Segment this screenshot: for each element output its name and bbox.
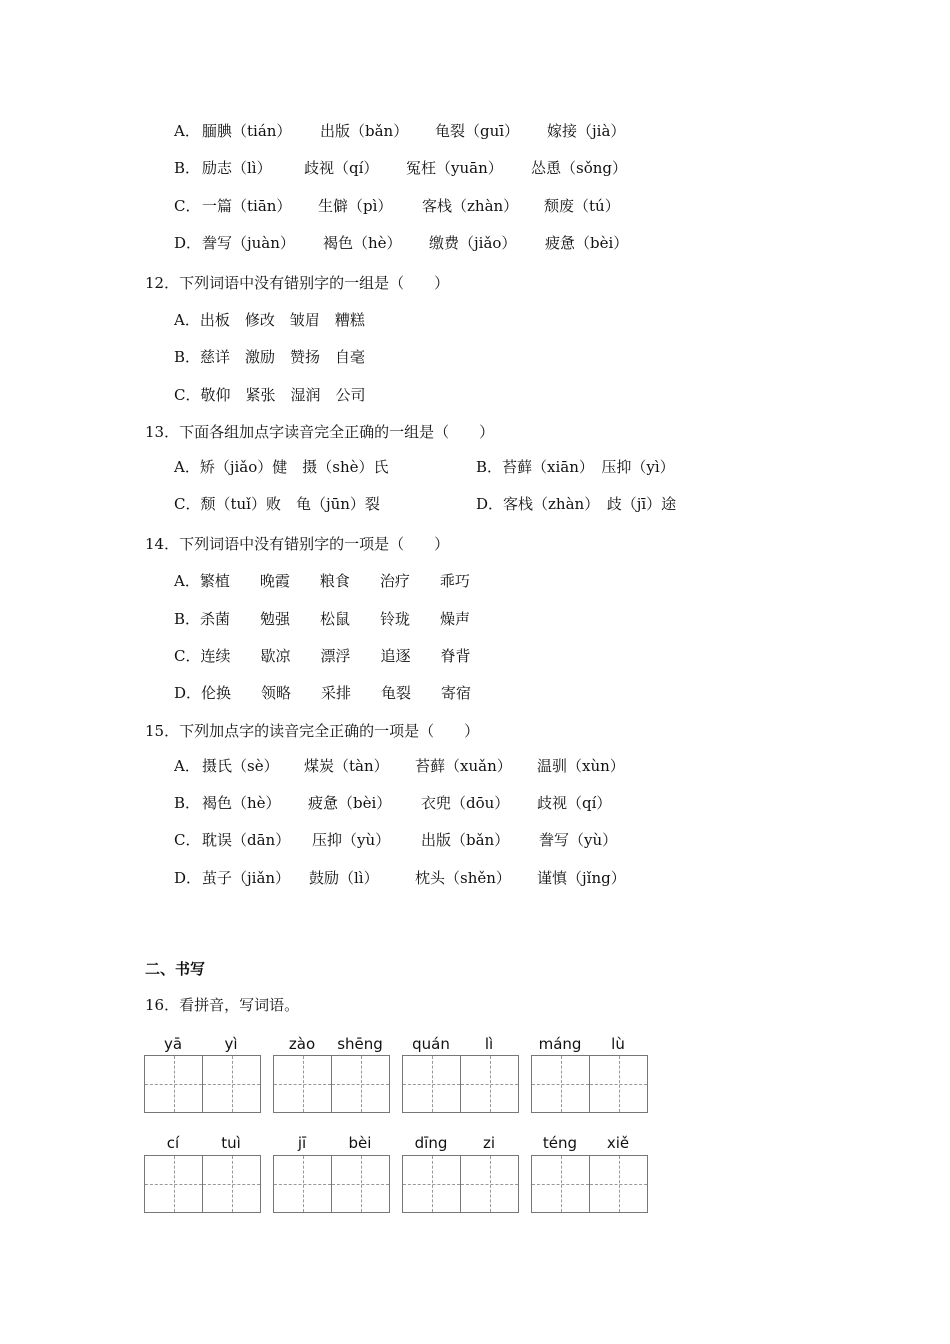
option-word: 褐色（hè） [202, 794, 281, 812]
option-word: 誊写（yù） [539, 831, 618, 849]
option-word: 怂恿（sǒng） [531, 159, 627, 177]
writing-cell[interactable] [461, 1156, 518, 1212]
pinyin-label: lù [611, 1035, 625, 1053]
option-word: 煤炭（tàn） [304, 757, 389, 775]
option-word: 歧视（qí） [304, 159, 379, 177]
q13-stem: 13．下面各组加点字读音完全正确的一组是（ ） [145, 423, 495, 441]
option-word: 耽误（dān） [202, 831, 291, 849]
writing-cell[interactable] [403, 1156, 461, 1212]
q16-stem: 16．看拼音，写词语。 [145, 996, 300, 1014]
option-word: 颓废（tú） [544, 197, 620, 215]
writing-cell[interactable] [590, 1056, 647, 1112]
q15-stem: 15．下列加点字的读音完全正确的一项是（ ） [145, 722, 480, 740]
writing-cell[interactable] [203, 1056, 260, 1112]
option-label: C． [174, 831, 201, 849]
writing-cell[interactable] [145, 1056, 203, 1112]
pinyin-label: xiě [606, 1134, 630, 1152]
option-word: 摄氏（sè） [202, 757, 279, 775]
option-label: A． [174, 757, 200, 775]
q13-option-a[interactable]: A．矫（jiǎo）健 摄（shè）氏 [174, 458, 389, 476]
pinyin-label: téng [542, 1134, 578, 1152]
writing-cell[interactable] [532, 1156, 590, 1212]
q14-option-a[interactable]: A．繁植 晚霞 粮食 治疗 乖巧 [174, 572, 470, 590]
pinyin-label: tuì [221, 1134, 241, 1152]
option-word: 出版（bǎn） [320, 122, 409, 140]
writing-cell[interactable] [145, 1156, 203, 1212]
writing-grid[interactable] [273, 1055, 390, 1113]
q14-option-c[interactable]: C．连续 歇凉 漂浮 追逐 脊背 [174, 647, 471, 665]
option-word: 苔藓（xuǎn） [415, 757, 512, 775]
option-word: 一篇（tiān） [202, 197, 292, 215]
option-word: 冤枉（yuān） [406, 159, 503, 177]
option-label: B． [174, 794, 201, 812]
option-word: 衣兜（dōu） [421, 794, 510, 812]
writing-cell[interactable] [403, 1056, 461, 1112]
option-word: 压抑（yù） [312, 831, 391, 849]
q14-option-b[interactable]: B．杀菌 勉强 松鼠 铃珑 燥声 [174, 610, 471, 628]
option-word: 鼓励（lì） [309, 869, 379, 887]
pinyin-label: bèi [348, 1134, 372, 1152]
pinyin-label: cí [166, 1134, 180, 1152]
pinyin-label: shēng [337, 1035, 383, 1053]
q12-option-c[interactable]: C．敬仰 紧张 湿润 公司 [174, 386, 366, 404]
option-word: 出版（bǎn） [421, 831, 510, 849]
option-label: D． [174, 869, 202, 887]
pinyin-label: zào [288, 1035, 316, 1053]
section-title: 二、书写 [145, 960, 206, 978]
writing-grid[interactable] [402, 1155, 519, 1213]
writing-cell[interactable] [332, 1056, 389, 1112]
option-word: 温驯（xùn） [537, 757, 625, 775]
writing-cell[interactable] [332, 1156, 389, 1212]
writing-grid[interactable] [531, 1155, 648, 1213]
option-label: C． [174, 197, 201, 215]
option-word: 励志（lì） [202, 159, 272, 177]
option-word: 歧视（qí） [537, 794, 612, 812]
pinyin-label: máng [538, 1035, 582, 1053]
q12-option-b[interactable]: B．慈详 激励 赞扬 自毫 [174, 348, 366, 366]
pinyin-label: quán [412, 1035, 450, 1053]
writing-cell[interactable] [461, 1056, 518, 1112]
pinyin-label: dīng [414, 1134, 448, 1152]
option-label: B． [174, 159, 201, 177]
q13-option-c[interactable]: C．颓（tuǐ）败 龟（jūn）裂 [174, 495, 380, 513]
option-word: 缴费（jiǎo） [429, 234, 517, 252]
option-word: 褐色（hè） [323, 234, 402, 252]
q14-stem: 14．下列词语中没有错别字的一项是（ ） [145, 535, 450, 553]
writing-cell[interactable] [532, 1056, 590, 1112]
writing-cell[interactable] [274, 1156, 332, 1212]
writing-grid[interactable] [144, 1155, 261, 1213]
option-word: 枕头（shěn） [415, 869, 511, 887]
pinyin-label: yì [224, 1035, 238, 1053]
writing-grid[interactable] [273, 1155, 390, 1213]
option-word: 疲惫（bèi） [545, 234, 629, 252]
q12-option-a[interactable]: A．出板 修改 皱眉 糟糕 [174, 311, 365, 329]
pinyin-label: lì [484, 1035, 494, 1053]
option-label: A． [174, 122, 200, 140]
q12-stem: 12．下列词语中没有错别字的一组是（ ） [145, 274, 450, 292]
q14-option-d[interactable]: D．伦换 领略 采排 龟裂 寄宿 [174, 684, 472, 702]
writing-grid[interactable] [402, 1055, 519, 1113]
option-word: 谨慎（jǐng） [537, 869, 626, 887]
option-label: D． [174, 234, 202, 252]
option-word: 生僻（pì） [318, 197, 393, 215]
q13-option-d[interactable]: D．客栈（zhàn） 歧（jī）途 [476, 495, 677, 513]
writing-cell[interactable] [274, 1056, 332, 1112]
option-word: 嫁接（jià） [547, 122, 626, 140]
q13-option-b[interactable]: B．苔藓（xiān） 压抑（yì） [476, 458, 675, 476]
pinyin-label: yā [163, 1035, 183, 1053]
pinyin-label: jī [297, 1134, 307, 1152]
pinyin-label: zi [482, 1134, 496, 1152]
option-word: 疲惫（bèi） [308, 794, 392, 812]
writing-cell[interactable] [590, 1156, 647, 1212]
option-word: 誊写（juàn） [202, 234, 295, 252]
writing-cell[interactable] [203, 1156, 260, 1212]
option-word: 龟裂（guī） [435, 122, 520, 140]
option-word: 客栈（zhàn） [422, 197, 519, 215]
writing-grid[interactable] [531, 1055, 648, 1113]
writing-grid[interactable] [144, 1055, 261, 1113]
option-word: 腼腆（tián） [202, 122, 292, 140]
option-word: 茧子（jiǎn） [202, 869, 291, 887]
